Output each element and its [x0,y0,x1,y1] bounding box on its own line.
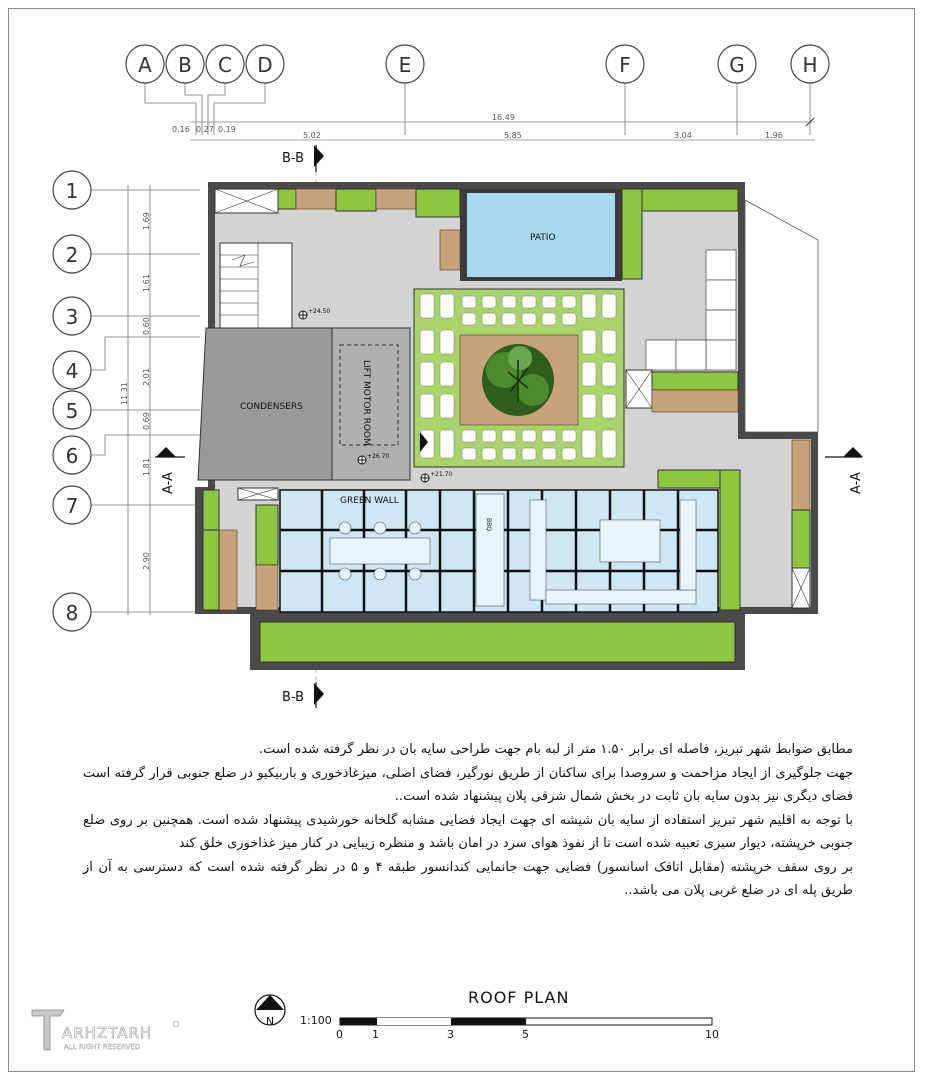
condensers-label: CONDENSERS [240,402,303,412]
grid-label-1: 1 [65,179,79,203]
scale-tick-10: 10 [705,1028,719,1041]
logo [30,1002,180,1052]
section-bb-top: B-B [282,151,305,166]
dim-left-1: 1.69 [142,212,151,230]
level-marker-1: +24.50 [308,308,331,315]
note-3: با توجه به اقلیم شهر تبریز استفاده از سایه بان شیشه ای جهت ایجاد فضایی مشابه گلخانه خورشیدی پیشنهاد شده است. همچنین بر روی ضلع جنوبی خرپشته، دیوار سبزی تعبیه شده است تا از نفوذ هوای سرد در امان باشد و منظره زیبایی در کنار میز غذاخوری خلق کند [83,812,853,851]
note-4: بر روی سقف خرپشته (مقابل اتاقک اسانسور) فضایی جهت جانمایی کندانسور طبقه ۴ و ۵ در نظر گرفته شده است که دسترسی به آن از طریق پله ای در ضلع غربی پلان می باشد.. [83,859,853,898]
dim-seg-3: 3.04 [674,131,692,140]
grid-label-a: A [138,53,152,77]
grid-label-4: 4 [65,359,79,383]
tree-icon [482,344,554,416]
stairs [220,243,292,328]
green-wall-label: GREEN WALL [340,496,399,506]
scale-tick-1: 1 [372,1028,379,1041]
design-notes [83,738,853,903]
dining-table [330,522,430,580]
patio-label: PATIO [530,233,556,243]
north-arrow [255,995,285,1028]
scale-tick-0: 0 [336,1028,343,1041]
glass-canopy [280,490,718,612]
grid-label-d: D [257,53,273,77]
grid-label-8: 8 [65,601,79,625]
condensers [198,328,332,480]
dim-total-top: 16.49 [492,113,515,122]
dim-left-6: 1.81 [142,458,151,476]
dim-small-3: 0.19 [218,125,236,134]
logo-mark-icon [30,1002,180,1052]
note-2: جهت جلوگیری از ایجاد مزاحمت و سروصدا برای ساکنان از طریق نورگیر، فضای اصلی، میزغاذخوری و باربیکیو در ضلع جنوبی قرار گرفته است فضای دیگری نیز بدون سایه بان ثابت در بخش شمال شرقی پلان پیشنهاد شده است.. [83,765,853,804]
patio [460,189,622,281]
section-aa-left: A-A [161,472,176,494]
logo-tagline: ALL RIGHT RESERVED [64,1043,141,1051]
column-grid [126,45,829,135]
grid-label-6: 6 [65,444,79,468]
level-marker-3: +21.70 [430,471,453,478]
scale-label: 1:100 [300,1014,332,1027]
grid-label-2: 2 [65,243,79,267]
dim-total-left: 11.31 [120,382,129,405]
dim-left-7: 2.90 [142,552,151,570]
top-dimensions [172,113,815,140]
central-garden [414,289,624,467]
bottom-planter [260,622,735,662]
grid-label-h: H [802,53,818,77]
row-grid [53,171,200,631]
scale-tick-3: 3 [447,1028,454,1041]
grid-label-b: B [178,53,192,77]
section-aa-right: A-A [849,472,864,494]
drawing-title: ROOF PLAN [468,988,570,1007]
section-bb-bottom: B-B [282,690,305,705]
dim-seg-4: 1.96 [765,131,783,140]
bbq-counter [476,494,504,606]
note-1: مطابق ضوابط شهر تبریز، فاصله ای برابر ۱.۵۰ متر از لبه بام جهت طراحی سایه بان در نظر گرفته شده است. [258,742,853,757]
dim-left-4: 2.01 [142,368,151,386]
grid-label-7: 7 [65,494,79,518]
grid-label-5: 5 [65,399,79,423]
bbq-label: BBQ [485,518,492,531]
logo-name: ARHZTARH [62,1024,153,1042]
dim-left-2: 1.61 [142,274,151,292]
lift-motor-room-label: LIFT MOTOR ROOM [361,360,371,446]
grid-label-f: F [619,53,631,77]
scale-tick-5: 5 [522,1028,529,1041]
grid-label-c: C [218,53,232,77]
dim-seg-1: 5.02 [303,131,321,140]
grid-label-3: 3 [65,305,79,329]
grid-label-e: E [398,53,412,77]
dim-left-3: 0.60 [142,317,151,335]
dim-small-2: 0.27 [196,125,214,134]
grid-label-g: G [729,53,745,77]
dim-small-1: 0.16 [172,125,190,134]
north-label: N [265,1015,275,1028]
level-marker-2: +26.70 [367,453,390,460]
dim-seg-2: 5.85 [504,131,522,140]
dim-left-5: 0.69 [142,412,151,430]
scale-bar [340,1018,712,1025]
